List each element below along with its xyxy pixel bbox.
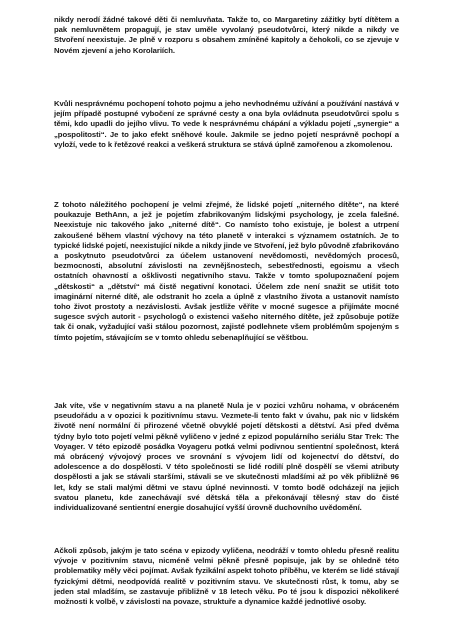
paragraph-text: Z tohoto náležitého pochopení je velmi zřejmé, že lidské pojetí „niterného dítěte“, na které poukazuje BethAnn, a jež je pojetím zfabrikovaným lidskými psychology, je zcela falešné. Neexistuje nic takového jako „niterné dítě“. Co namísto toho existuje, je bolest a utrpení zakoušené během vlastní výchovy na této planetě v interakci s významem ostatních. Je to typické lidské pojetí, neexistující nikde a nikdy jinde ve Stvoření, jež bylo původně zfabrikováno a poskytnuto pseudotvůrci za účelem ustanovení nevědomosti, nevědomých procesů, bezmocnosti, absolutní závislosti na zevnějšnostech, sebestřednosti, egoismu a všech ostatních ohavností a ošklivosti negativního stavu. Takže v tomto spolupoznačení pojem „dětskosti“ a „dětství“ má čistě negativní konotaci. Účelem zde není snažit se utišit toto imaginární niterné dítě, ale odstranit ho zcela a úplně z vlastního života a ustanovit namísto toho život prostoty a nezávislosti. Avšak jestliže věříte v mocné sugesce a přijímáte mocné sugesce svých autorit - psychologů o existenci vašeho niterného dítěte, jež způsobuje potíže tak či onak, vyžadující vaši stálou pozornost, zajisté podlehnete všem problémům spojeným s tímto pojetím, stávajícím se v tomto ohledu sebenaplňující se věštbou. bbox=[54, 200, 399, 342]
paragraph-text: Jak víte, vše v negativním stavu a na planetě Nula je v pozici vzhůru nohama, v obráceném pseudořádu a v opozici k pozitivnímu stavu. Vezmete-li tento fakt v úvahu, pak nic v lidském životě není normální či přirozené včetně obvyklé pojetí dětskosti a dětství. Asi před dvěma týdny bylo toto pojetí velmi pěkně vyličeno v jedné z epizod populárního seriálu Star Trek: The Voyager. V této epizodě posádka Voyageru potká velmi podivnou sentientní společnost, která má obrácený vývojový proces ve srovnání s vývojem lidí od kojenectví do dětství, do adolescence a do dospělosti. V této společnosti se lidé rodilí plně dospělí se všemi atributy dospělosti a jak se stávali staršími, stávali se ve skutečnosti mladšími až po věk přibližně 96 let, kdy se stali malými dětmi ve stavu úplné nevinnosti. V tomto bodě odcházejí na jejich svatou planetu, kde zanechávají své dětská těla a překonávají tělesný stav do čisté individualizované sentientní energie dosahující vyšší úrovně duchovního uvědomění. bbox=[54, 401, 399, 513]
paragraph-text: Kvůli nesprávnému pochopení tohoto pojmu a jeho nevhodnému užívání a používání nastává v jejím případě postupné vybočení ze správné cesty a ona byla ovládnuta pseudotvůrci spolu s těmi, kdo upadli do jejího vlivu. To vede k nesprávnému chápání a výkladu pojetí „synergie“ a „pospolitosti“. Je to jako efekt sněhové koule. Jakmile se jedno pojetí nesprávně pochopí a vyloží, vede to k řetězové reakci a veškerá struktura se stává úplně zamořenou a zkomolenou. bbox=[54, 99, 399, 149]
paragraph-1 bbox=[54, 15, 399, 56]
paragraph-5 bbox=[54, 546, 399, 607]
paragraph-2 bbox=[54, 99, 399, 150]
paragraph-4 bbox=[54, 401, 399, 513]
paragraph-3 bbox=[54, 200, 399, 343]
paragraph-text: nikdy nerodí žádné takové děti či nemluvňata. Takže to, co Margaretiny zážitky bytí dítětem a pak nemluvnětem propagují, je stav uměle vyvolaný pseudotvůrci, který nikde a nikdy ve Stvoření neexistuje. Je plně v rozporu s obsahem zmíněné kapitoly a čehokoli, co se zjevuje v Novém zjevení a jeho Korolariích. bbox=[54, 15, 399, 55]
paragraph-text: Ačkoli způsob, jakým je tato scéna v epizody vyličena, neodráží v tomto ohledu přesně realitu vývoje v pozitivním stavu, nicméně velmi pěkně přesně popisuje, jak by se ohledně této problematiky měly věci pojímat. Avšak fyzikální aspekt tohoto příběhu, ve kterém se lidé stávají fyzickými dětmi, neodpovídá realitě v pozitivním stavu. Ve skutečnosti růst, k tomu, aby se jeden stal mladším, se zastavuje přibližně v 18 letech věku. Po té jsou k dispozici několikeré možnosti k volbě, v závislosti na povaze, struktuře a dynamice každé jednotlivé osoby. bbox=[54, 546, 399, 607]
